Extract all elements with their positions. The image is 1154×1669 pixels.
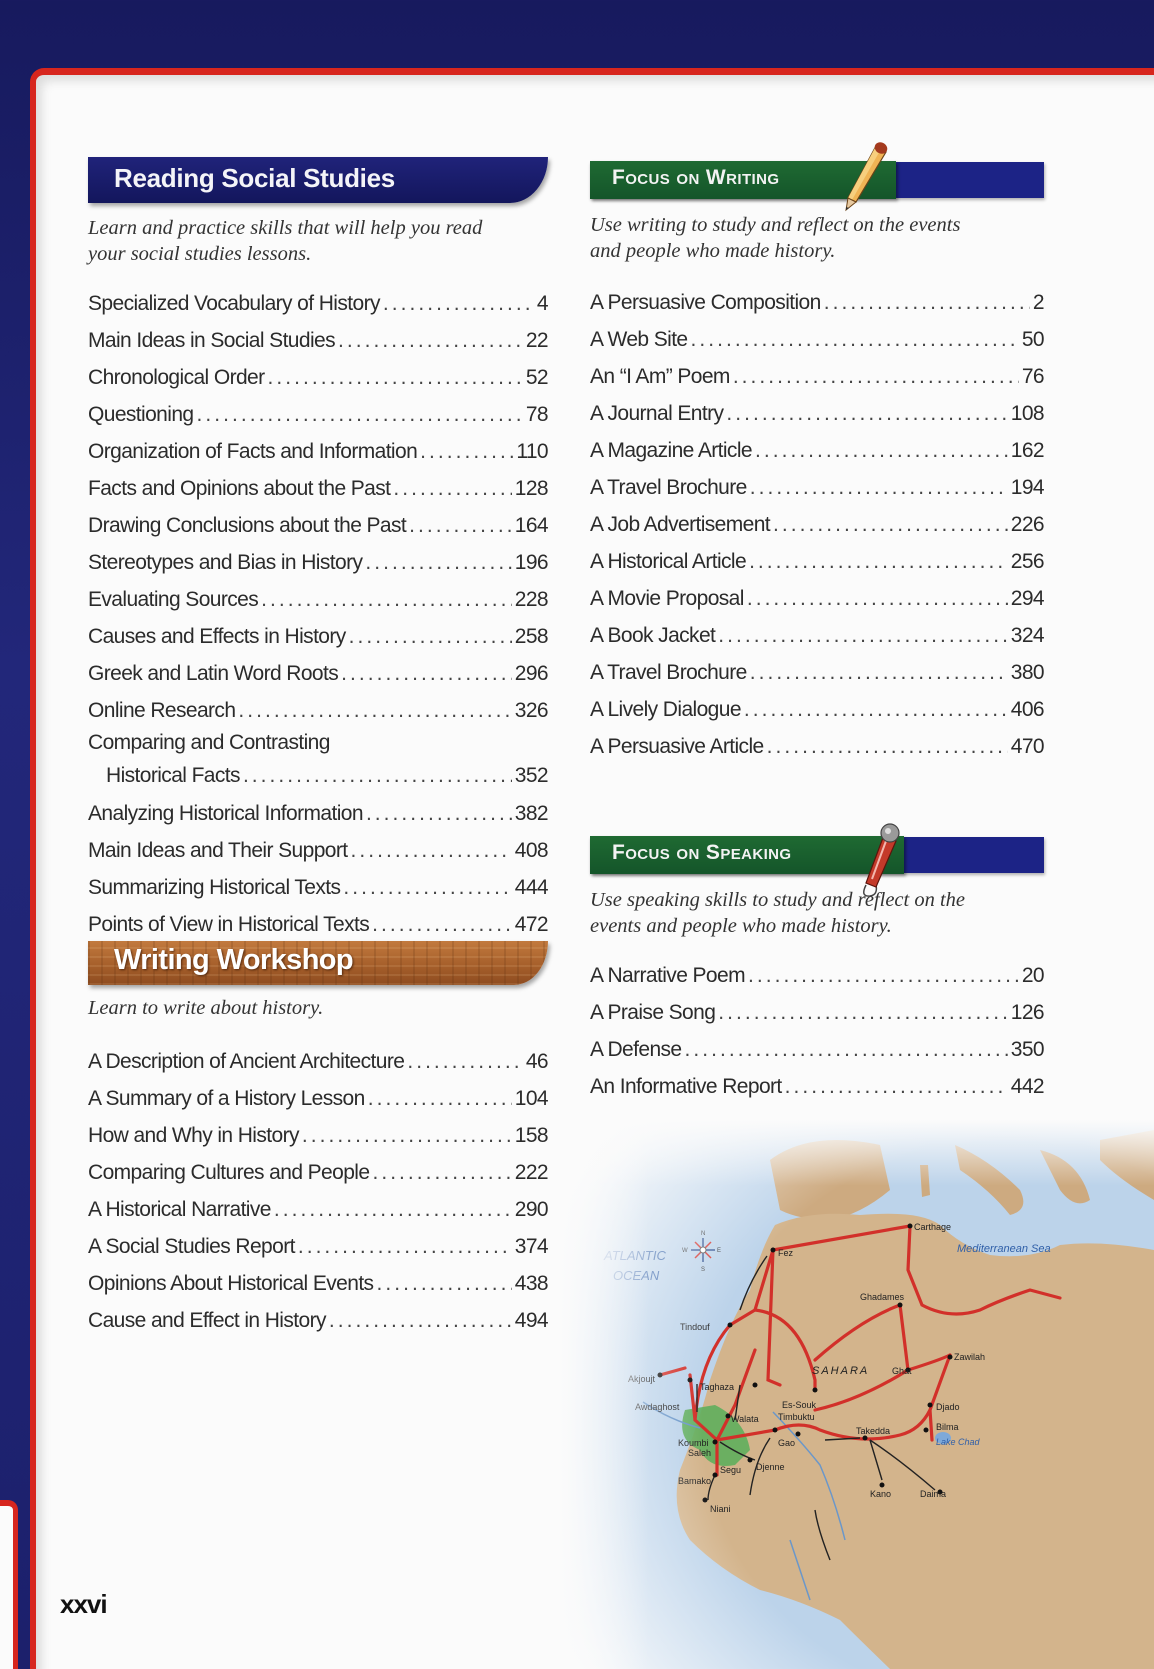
toc-entry-page: 444 [514,876,548,899]
toc-entry[interactable] [88,795,548,832]
focus-on-speaking-header [590,837,1044,873]
toc-entry[interactable] [590,728,1044,765]
focus-on-writing-section [590,162,1044,765]
leader-dots [368,1080,512,1117]
toc-entry[interactable] [88,832,548,869]
leader-dots [372,1154,511,1191]
toc-entry-page: 4 [536,292,548,315]
toc-entry[interactable] [590,654,1044,691]
right-column [590,157,1044,1098]
toc-entry-page: 78 [525,403,548,426]
toc-entry-page: 2 [1032,291,1044,314]
toc-entry-page: 326 [514,699,548,722]
toc-entry[interactable] [590,469,1044,506]
toc-entry[interactable] [590,691,1044,728]
toc-entry-page: 438 [514,1272,548,1295]
toc-entry[interactable] [88,359,548,396]
focus-on-writing-header [590,162,1044,198]
leader-dots [365,544,511,581]
leader-dots [349,618,512,655]
toc-entry-label: Organization of Facts and Information [88,440,418,463]
leader-dots [196,396,522,433]
toc-entry[interactable] [88,322,548,359]
toc-entry[interactable] [88,729,548,795]
toc-entry[interactable] [590,321,1044,358]
toc-entry-page: 158 [514,1124,548,1147]
toc-entry[interactable] [88,1191,548,1228]
toc-entry-label: Comparing Cultures and People [88,1161,370,1184]
leader-dots [773,506,1008,543]
toc-entry-page: 374 [514,1235,548,1258]
page-number: xxvi [60,1589,107,1619]
toc-entry-page: 196 [514,551,548,574]
toc-entry[interactable] [88,869,548,906]
toc-entry[interactable] [88,433,548,470]
leader-dots [750,469,1008,506]
toc-entry[interactable] [590,1068,1044,1105]
toc-entry-label: Summarizing Historical Texts [88,876,341,899]
leader-dots [243,762,512,790]
leader-dots [407,1043,523,1080]
toc-entry[interactable] [88,507,548,544]
toc-entry-page: 472 [514,913,548,936]
toc-entry-page: 382 [514,802,548,825]
toc-entry-page: 494 [514,1309,548,1332]
toc-entry[interactable] [88,1080,548,1117]
leader-dots [785,1068,1008,1105]
leader-dots [718,617,1007,654]
toc-entry-label: A Movie Proposal [590,587,744,610]
toc-entry-label: A Description of Ancient Architecture [88,1050,405,1073]
toc-entry-label: Points of View in Historical Texts [88,913,370,936]
leader-dots [366,795,512,832]
toc-entry-page: 350 [1010,1038,1044,1061]
toc-entry[interactable] [88,692,548,729]
toc-entry[interactable] [88,1228,548,1265]
toc-entry[interactable] [88,396,548,433]
section-intro: Use writing to study and reflect on the events and people who made history. [590,214,961,262]
toc-entry-page: 258 [514,625,548,648]
toc-entry-label: Comparing and Contrasting [88,731,330,754]
toc-entry[interactable] [88,1117,548,1154]
toc-entry-label: A Travel Brochure [590,661,747,684]
toc-entry-label: Drawing Conclusions about the Past [88,514,407,537]
leader-dots [749,543,1008,580]
leader-dots [718,994,1007,1031]
reading-social-studies-section [88,157,548,943]
leader-dots [744,691,1008,728]
toc-list [88,1043,548,1339]
toc-entry-label: Greek and Latin Word Roots [88,662,339,685]
leader-dots [733,358,1019,395]
toc-entry-label: A Persuasive Article [590,735,764,758]
toc-entry-label: Opinions About Historical Events [88,1272,374,1295]
toc-entry-label: An Informative Report [590,1075,782,1098]
writing-workshop-header [88,941,548,985]
toc-entry-label: Causes and Effects in History [88,625,346,648]
toc-entry-page: 290 [514,1198,548,1221]
toc-entry-page: 52 [525,366,548,389]
toc-entry-page: 46 [525,1050,548,1073]
toc-entry-page: 228 [514,588,548,611]
leader-dots [383,285,534,322]
toc-entry-page: 194 [1010,476,1044,499]
toc-entry-label: A Web Site [590,328,688,351]
toc-entry-label: A Historical Narrative [88,1198,271,1221]
toc-entry-label: A Defense [590,1038,682,1061]
toc-entry[interactable] [88,285,548,322]
toc-entry[interactable] [590,432,1044,469]
toc-entry-page: 164 [514,514,548,537]
toc-entry[interactable] [590,358,1044,395]
section-intro: Learn to write about history. [88,997,324,1019]
toc-entry-page: 126 [1010,1001,1044,1024]
toc-entry-label: A Historical Article [590,550,747,573]
section-title: Focus on Speaking [590,836,904,874]
toc-entry[interactable] [88,618,548,655]
toc-entry-page: 470 [1010,735,1044,758]
toc-entry-label: A Summary of a History Lesson [88,1087,365,1110]
toc-entry-label: Specialized Vocabulary of History [88,292,380,315]
leader-dots [393,470,511,507]
toc-entry-page: 162 [1010,439,1044,462]
toc-list [590,957,1044,1105]
toc-entry[interactable] [590,284,1044,321]
toc-entry-label: A Job Advertisement [590,513,771,536]
reading-social-studies-header [88,157,548,203]
microphone-icon [856,819,902,904]
toc-entry-label: An “I Am” Poem [590,365,730,388]
section-title: Reading Social Studies [114,163,395,193]
toc-entry[interactable] [590,617,1044,654]
toc-entry[interactable] [590,580,1044,617]
toc-entry-label: Main Ideas in Social Studies [88,329,336,352]
toc-entry[interactable] [590,506,1044,543]
leader-dots [238,692,511,729]
toc-entry[interactable] [88,1154,548,1191]
leader-dots [298,1228,512,1265]
toc-entry-label: A Travel Brochure [590,476,747,499]
toc-entry-page: 408 [514,839,548,862]
focus-on-speaking-section [590,837,1044,1105]
toc-entry-page: 256 [1010,550,1044,573]
leader-dots [341,655,512,692]
toc-entry[interactable] [88,581,548,618]
leader-dots [755,432,1008,469]
pencil-icon [840,140,890,217]
toc-entry-page: 108 [1010,402,1044,425]
toc-entry-page: 226 [1010,513,1044,536]
toc-entry-page: 324 [1010,624,1044,647]
toc-entry[interactable] [590,543,1044,580]
toc-entry-page: 294 [1010,587,1044,610]
toc-entry-label: Cause and Effect in History [88,1309,326,1332]
leader-dots [343,869,511,906]
leader-dots [691,321,1019,358]
section-intro: Use speaking skills to study and reflect on the events and people who made history. [590,889,966,937]
leader-dots [274,1191,512,1228]
toc-list [88,285,548,943]
toc-entry-page: 352 [514,764,548,787]
section-title: Focus on Writing [590,161,896,199]
leader-dots [372,906,512,943]
toc-entry[interactable] [88,1043,548,1080]
leader-dots [420,433,513,470]
toc-entry[interactable] [590,395,1044,432]
toc-entry-label: Analyzing Historical Information [88,802,363,825]
toc-entry-page: 380 [1010,661,1044,684]
left-column [88,157,548,1332]
leader-dots [747,580,1008,617]
toc-entry[interactable] [590,957,1044,994]
toc-entry-label: A Lively Dialogue [590,698,741,721]
toc-entry-label: A Book Jacket [590,624,716,647]
leader-dots [268,359,523,396]
section-title: Writing Workshop [114,944,354,976]
toc-entry-label: How and Why in History [88,1124,299,1147]
toc-entry-page: 110 [516,440,548,463]
leader-dots [338,322,523,359]
toc-entry-page: 50 [1021,328,1044,351]
toc-entry-label: A Social Studies Report [88,1235,295,1258]
toc-entry-page: 104 [514,1087,548,1110]
toc-entry-label: A Persuasive Composition [590,291,821,314]
toc-entry-label: Online Research [88,699,236,722]
toc-entry[interactable] [88,544,548,581]
toc-entry-label: Chronological Order [88,366,265,389]
toc-entry-label: Stereotypes and Bias in History [88,551,363,574]
toc-entry-label: A Journal Entry [590,402,724,425]
leader-dots [302,1117,512,1154]
toc-entry-page: 442 [1010,1075,1044,1098]
toc-entry-page: 222 [514,1161,548,1184]
toc-entry-page: 406 [1010,698,1044,721]
leader-dots [350,832,511,869]
toc-entry-page: 128 [514,477,548,500]
toc-entry-page: 76 [1021,365,1044,388]
toc-entry-label: Questioning [88,403,194,426]
toc-entry-page: 296 [514,662,548,685]
toc-entry-label: A Praise Song [590,1001,716,1024]
toc-entry-label: Facts and Opinions about the Past [88,477,391,500]
leader-dots [748,957,1019,994]
toc-entry[interactable] [88,1265,548,1302]
frame-notch [0,1500,18,1669]
toc-entry-label: A Magazine Article [590,439,752,462]
toc-entry-label: Evaluating Sources [88,588,259,611]
toc-entry-label: Main Ideas and Their Support [88,839,348,862]
leader-dots [329,1302,512,1339]
leader-dots [685,1031,1008,1068]
toc-entry[interactable] [88,655,548,692]
toc-entry[interactable] [590,994,1044,1031]
section-intro: Learn and practice skills that will help you read your social studies lessons. [88,217,483,265]
toc-entry-page: 22 [525,329,548,352]
toc-entry[interactable] [590,1031,1044,1068]
leader-dots [767,728,1008,765]
toc-list [590,284,1044,765]
leader-dots [726,395,1007,432]
leader-dots [750,654,1008,691]
trade-routes-map [560,1120,1154,1669]
toc-entry[interactable] [88,906,548,943]
leader-dots [824,284,1030,321]
writing-workshop-section [88,941,548,1339]
toc-entry-label: A Narrative Poem [590,964,745,987]
toc-entry[interactable] [88,1302,548,1339]
leader-dots [376,1265,511,1302]
toc-entry[interactable] [88,470,548,507]
leader-dots [409,507,512,544]
toc-entry-label-line2: Historical Facts [106,764,240,787]
leader-dots [261,581,512,618]
toc-entry-page: 20 [1021,964,1044,987]
